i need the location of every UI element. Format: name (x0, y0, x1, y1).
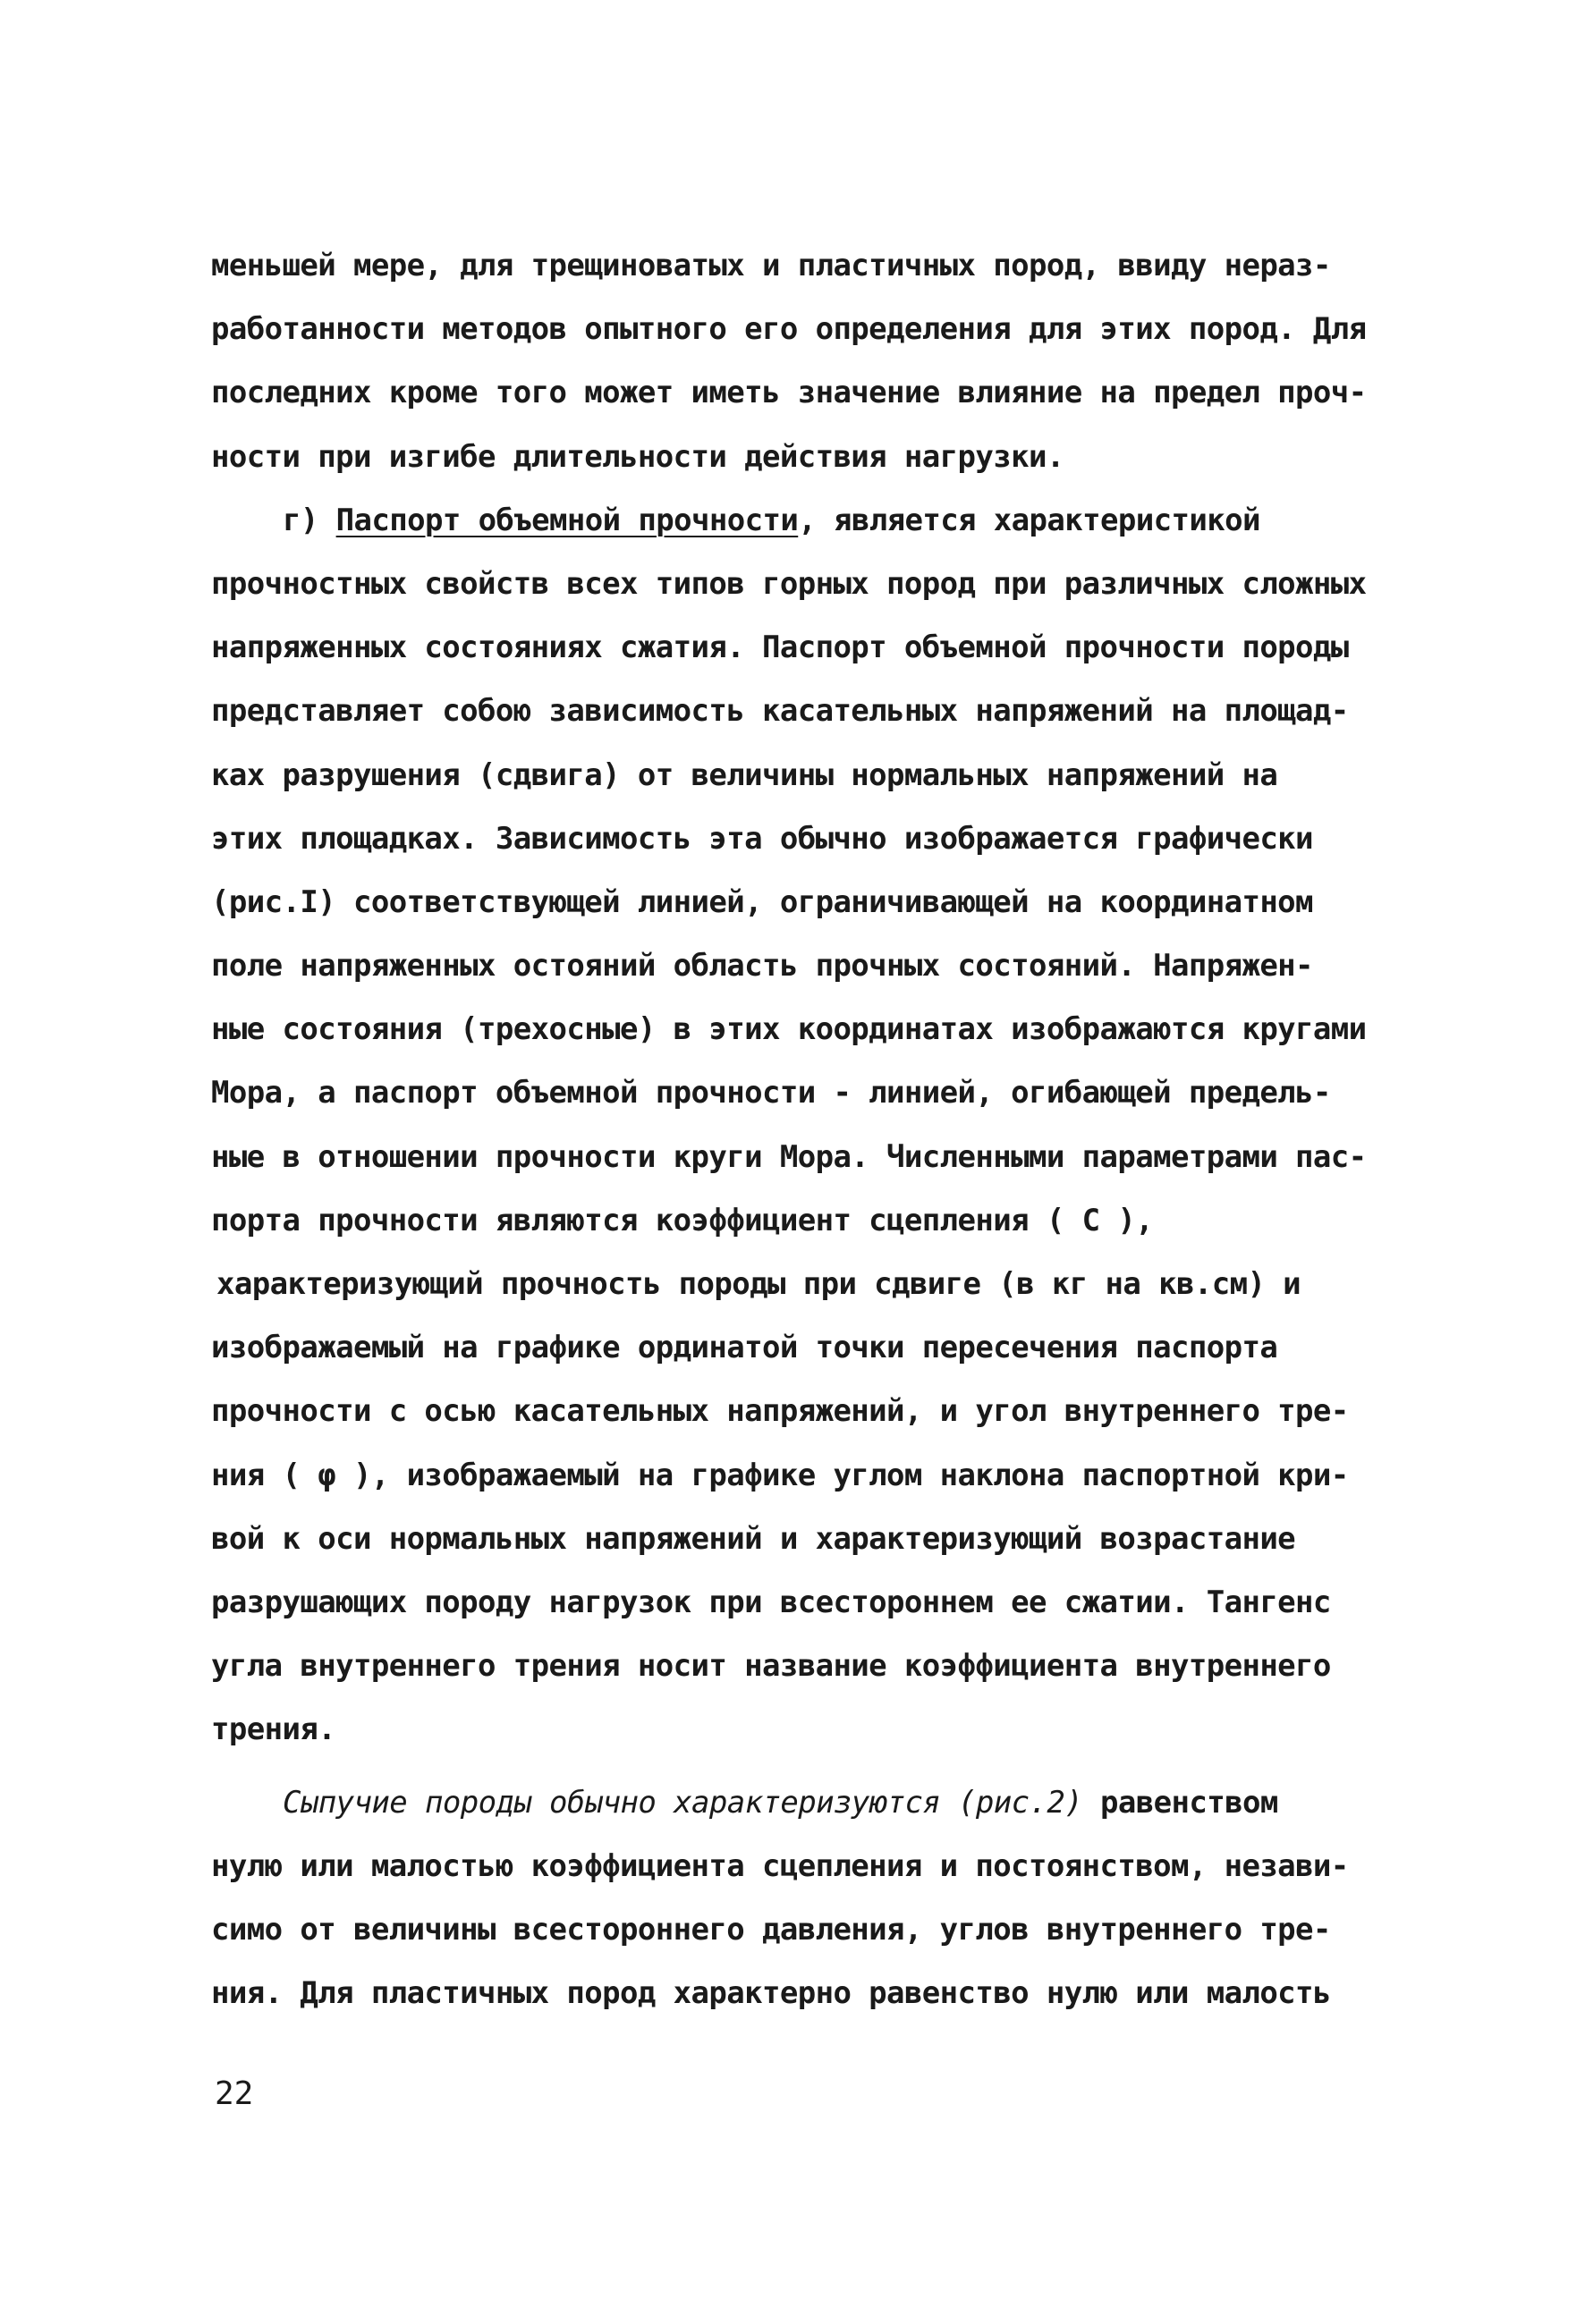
text-line: разрушающих породу нагрузок при всестороннем ее сжатии. Тангенс (211, 1584, 1331, 1620)
text-line: симо от величины всестороннего давления, углов внутреннего тре- (211, 1911, 1331, 1948)
text-line: ные в отношении прочности круги Мора. Численными параметрами пас- (211, 1138, 1367, 1175)
text-line: угла внутреннего трения носит название коэффициента внутреннего (211, 1648, 1331, 1685)
paragraph-first-line (211, 489, 1401, 553)
text-fragment: равенством (1082, 1784, 1278, 1821)
text-line: вой к оси нормальных напряжений и характеризующий возрастание (211, 1520, 1296, 1557)
text-line: меньшей мере, для трещиноватых и пластичных пород, ввиду нераз- (211, 248, 1331, 283)
paragraph-first-line (211, 1771, 1401, 1835)
text-line: этих площадках. Зависимость эта обычно изображается графически (211, 820, 1313, 857)
text-line: представляет собою зависимость касательных напряжений на площад- (211, 693, 1349, 730)
defined-term: Паспорт объемной прочности (335, 502, 799, 538)
text-line: напряженных состояниях сжатия. Паспорт объемной прочности породы (211, 630, 1349, 666)
text-line: ния. Для пластичных пород характерно равенство нулю или малость (211, 1975, 1331, 2012)
text-line: Мора, а паспорт объемной прочности - линией, огибающей предель- (211, 1075, 1331, 1111)
text-line: прочности с осью касательных напряжений, и угол внутреннего тре- (211, 1393, 1349, 1430)
text-line: (рис.I) соответствующей линией, ограничивающей на координатном (211, 883, 1313, 920)
text-line: поле напряженных остояний область прочных состояний. Напряжен- (211, 948, 1313, 985)
text-line: порта прочности являются коэффициент сцепления ( C ), (211, 1202, 1154, 1238)
text-line: нулю или малостью коэффициента сцепления и постоянством, незави- (211, 1847, 1349, 1884)
text-fragment: , является характеристикой (798, 502, 1260, 538)
text-line: прочностных свойств всех типов горных пород при различных сложных (211, 565, 1367, 602)
text-line: работанности методов опытного его определения для этих пород. Для (211, 311, 1367, 348)
text-line: изображаемый на графике ординатой точки пересечения паспорта (211, 1330, 1278, 1366)
text-line: ния ( φ ), изображаемый на графике углом наклона паспортной кри- (211, 1457, 1349, 1493)
page-number: 22 (215, 2075, 254, 2112)
italic-fragment: Сыпучие породы обычно характеризуются (рис.2) (283, 1784, 1083, 1821)
text-line: ках разрушения (сдвига) от величины нормальных напряжений на (211, 756, 1278, 793)
text-line: трения. (211, 1711, 336, 1748)
document-body (211, 234, 1401, 2025)
text-line: ные состояния (трехосные) в этих координатах изображаются кругами (211, 1011, 1367, 1048)
text-line: последних кроме того может иметь значение влияние на предел проч- (211, 375, 1367, 411)
list-marker: г) (283, 502, 336, 538)
text-line: ности при изгибе длительности действия нагрузки. (211, 438, 1064, 475)
text-line: характеризующий прочность породы при сдвиге (в кг на кв.см) и (216, 1266, 1301, 1302)
